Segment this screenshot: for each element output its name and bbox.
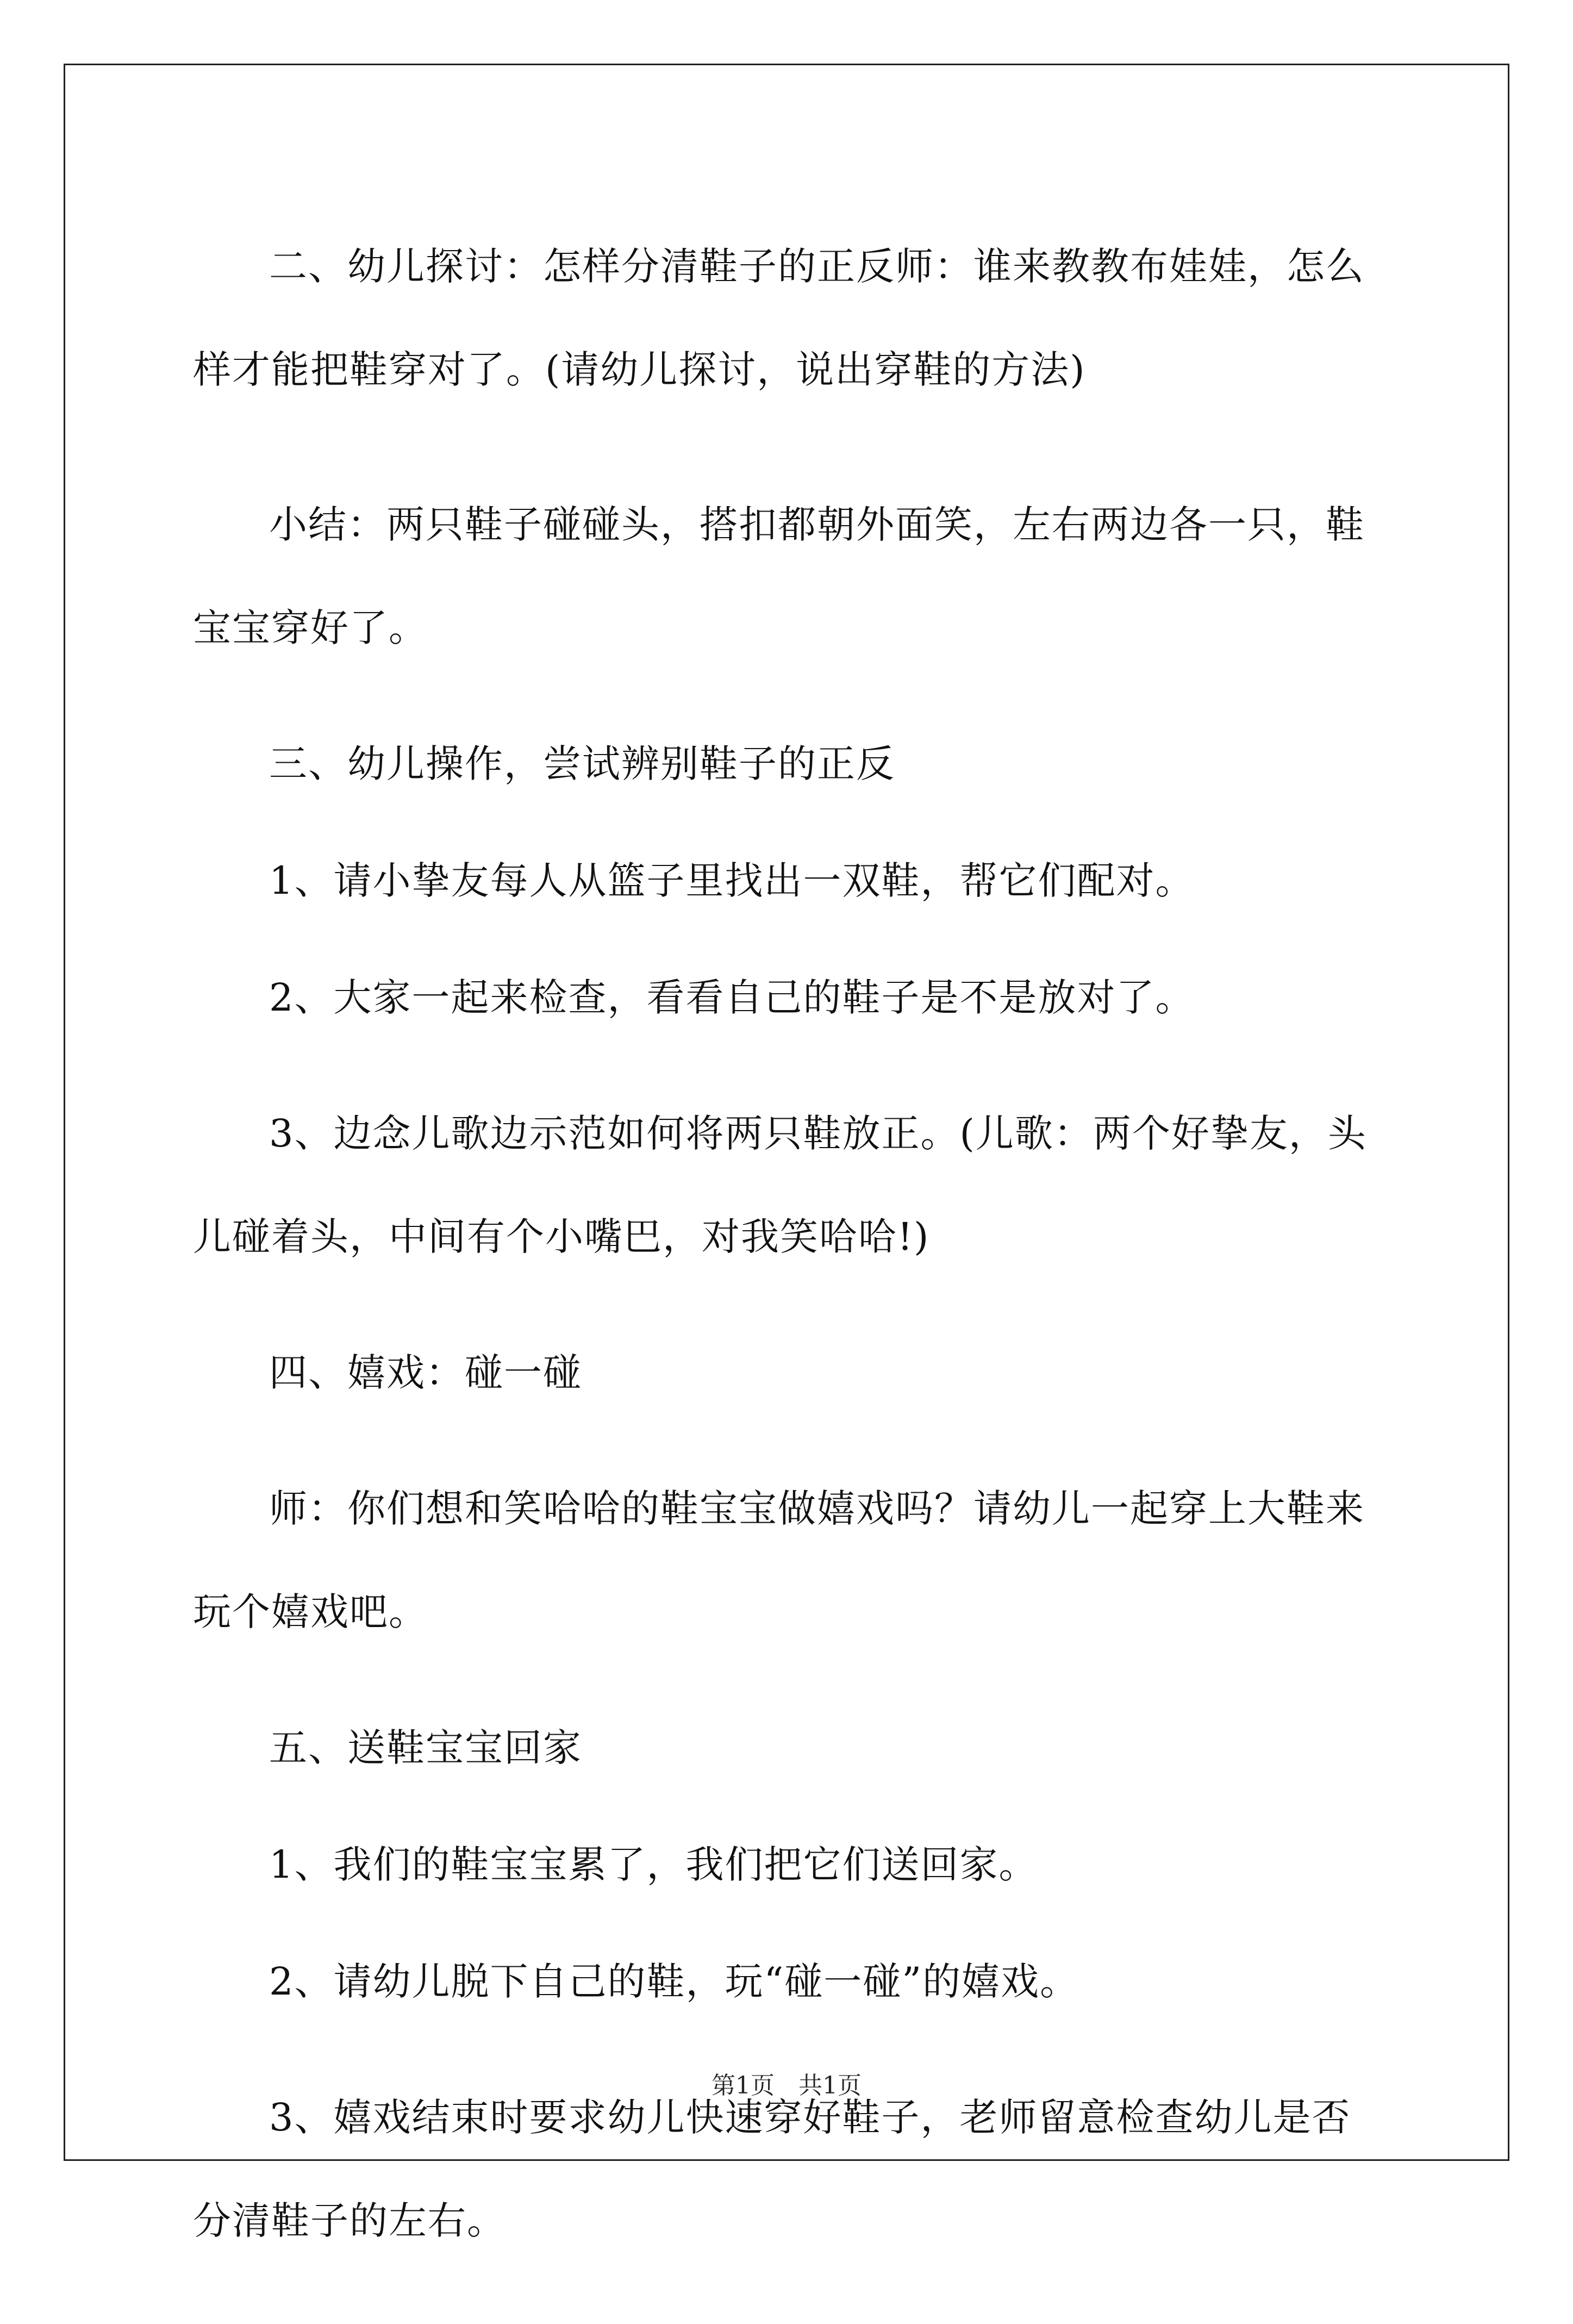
paragraph-step-3: 3、边念儿歌边示范如何将两只鞋放正。(儿歌：两个好挚友，头儿碰着头，中间有个小嘴巴，对我笑哈哈!)	[193, 1111, 1367, 1259]
paragraph-home-step-1: 1、我们的鞋宝宝累了，我们把它们送回家。	[269, 1842, 1038, 1887]
page-footer: 第1页 共1页	[711, 2072, 862, 2099]
paragraph-discussion: 二、幼儿探讨：怎样分清鞋子的正反师：谁来教教布娃娃，怎么样才能把鞋穿对了。(请幼儿探讨，说出穿鞋的方法)	[193, 244, 1365, 392]
document-body	[193, 215, 1389, 2324]
paragraph-home-step-3: 3、嬉戏结束时要求幼儿快速穿好鞋子，老师留意检查幼儿是否分清鞋子的左右。	[193, 2095, 1351, 2243]
section-heading-game: 四、嬉戏：碰一碰	[269, 1350, 582, 1395]
paragraph-step-1: 1、请小挚友每人从篮子里找出一双鞋，帮它们配对。	[269, 858, 1195, 903]
paragraph-teacher-game: 师：你们想和笑哈哈的鞋宝宝做嬉戏吗？请幼儿一起穿上大鞋来玩个嬉戏吧。	[193, 1486, 1365, 1634]
paragraph-home-step-2: 2、请幼儿脱下自己的鞋，玩“碰一碰”的嬉戏。	[269, 1959, 1079, 2004]
paragraph-step-2: 2、大家一起来检查，看看自己的鞋子是不是放对了。	[269, 975, 1195, 1020]
section-heading-send-home: 五、送鞋宝宝回家	[269, 1725, 582, 1770]
section-heading-operation: 三、幼儿操作，尝试辨别鞋子的正反	[269, 742, 895, 786]
paragraph-summary: 小结：两只鞋子碰碰头，搭扣都朝外面笑，左右两边各一只，鞋宝宝穿好了。	[193, 502, 1365, 650]
